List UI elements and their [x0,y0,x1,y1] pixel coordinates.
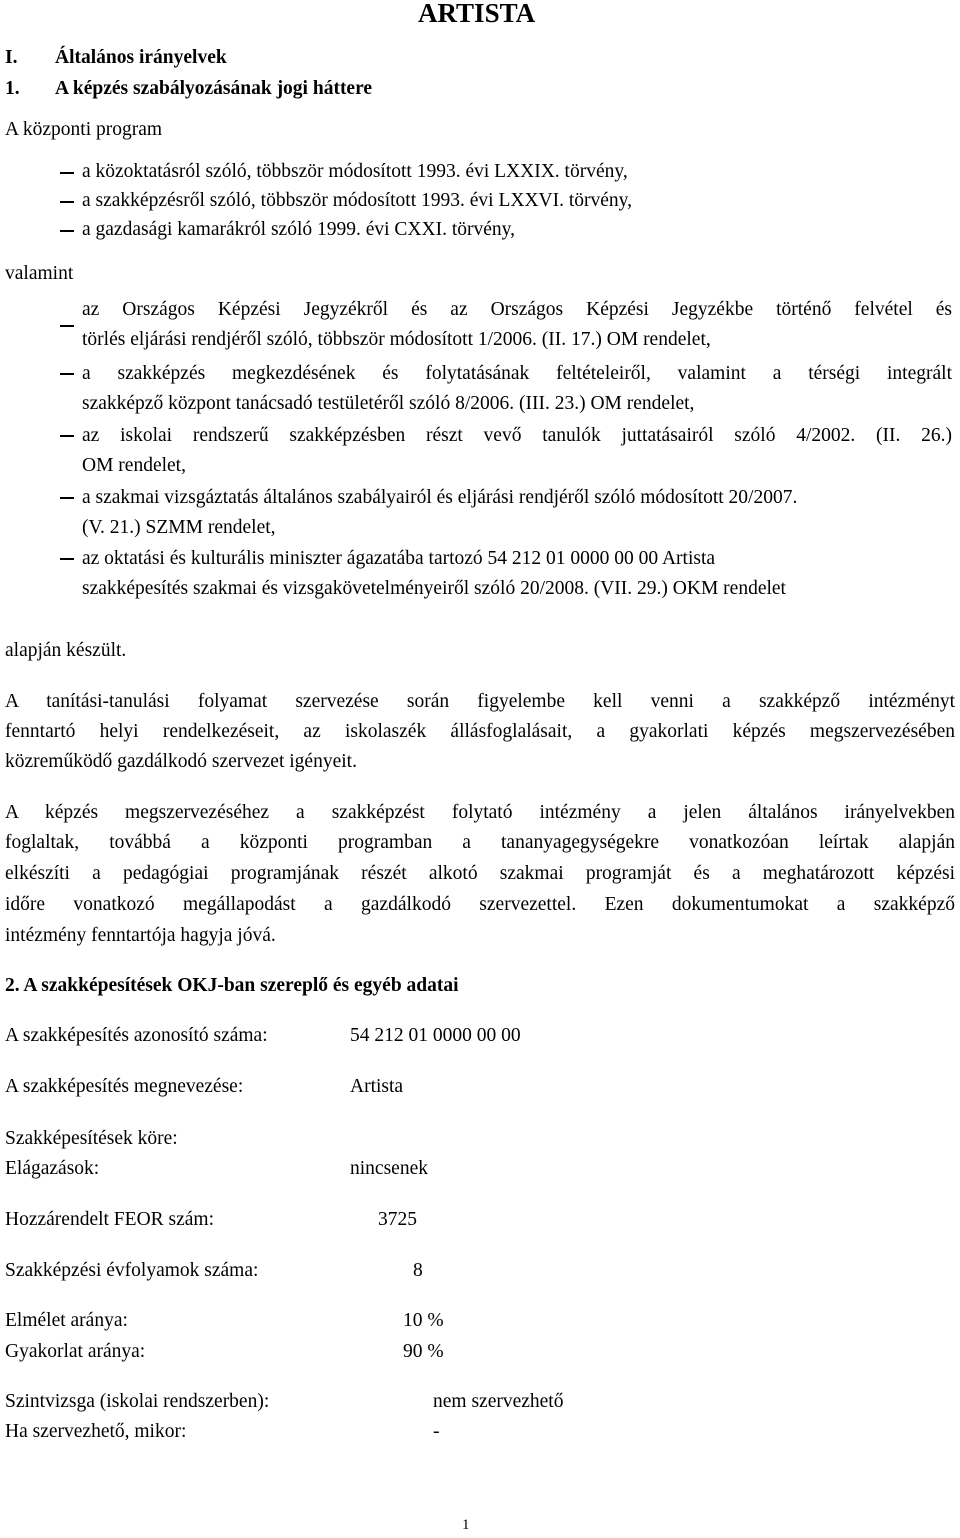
field-value-megnevezes: Artista [350,1076,404,1097]
decree-line: az oktatási és kulturális miniszter ágazatába tartozó 54 212 01 0000 00 00 Artista [82,548,716,569]
list-dash [60,497,74,499]
field-label-azonosito: A szakképesítés azonosító száma: [5,1025,268,1046]
section2-heading: 2. A szakképesítések OKJ-ban szereplő és egyéb adatai [5,975,459,996]
decree-line: a szakképzés megkezdésének és folytatásának feltételeiről, valamint a térségi integrált [82,364,952,384]
decree-line: szakképző központ tanácsadó testületéről szóló 8/2006. (III. 23.) OM rendelet, [82,393,695,414]
subsection-heading: A képzés szabályozásának jogi háttere [55,78,373,99]
field-value-feor: 3725 [378,1209,417,1230]
subsection-number: 1. [5,78,20,99]
list-dash [60,172,74,174]
decree-line: az Országos Képzési Jegyzékről és az Országos Képzési Jegyzékbe történő felvétel és [82,300,952,320]
field-value-elagazasok: nincsenek [350,1158,428,1179]
field-label-kore: Szakképesítések köre: [5,1128,178,1149]
field-value-szintvizsga: nem szervezhető [433,1391,564,1412]
field-label-elmelet: Elmélet aránya: [5,1310,128,1331]
list-dash [60,201,74,203]
paragraph-line: közreműködő gazdálkodó szervezet igényeit. [5,751,357,772]
paragraph-line: elkészíti a pedagógiai programjának részét alkotó szakmai programját és a meghatározott képzési [5,864,955,884]
field-value-azonosito: 54 212 01 0000 00 00 [350,1025,521,1046]
paragraph-line: A tanítási-tanulási folyamat szervezése során figyelembe kell venni a szakképző intézményt [5,692,955,712]
section-number: I. [5,47,18,68]
field-label-mikor: Ha szervezhető, mikor: [5,1421,187,1442]
field-value-evfolyamok: 8 [413,1260,423,1281]
list-dash [60,373,74,375]
decree-line: az iskolai rendszerű szakképzésben részt vevő tanulók juttatásairól szóló 4/2002. (II. 26.) [82,426,952,446]
list-dash [60,435,74,437]
field-label-feor: Hozzárendelt FEOR szám: [5,1209,215,1230]
decree-line: a szakmai vizsgáztatás általános szabályairól és eljárási rendjéről szóló módosított 20/2007. [82,487,798,508]
paragraph-line: fenntartó helyi rendelkezéseit, az iskolaszék állásfoglalásait, a gyakorlati képzés megszervezésében [5,722,955,742]
law-item: a szakképzésről szóló, többször módosított 1993. évi LXXVI. törvény, [82,190,633,211]
paragraph-line: A képzés megszervezéséhez a szakképzést folytató intézmény a jelen általános irányelvekben [5,803,955,823]
field-label-szintvizsga: Szintvizsga (iskolai rendszerben): [5,1391,270,1412]
intro-text: A központi program [5,119,163,140]
list-dash [60,230,74,232]
closing-text: alapján készült. [5,640,127,661]
decree-line: OM rendelet, [82,455,186,476]
decree-line: törlés eljárási rendjéről szóló, többször módosított 1/2006. (II. 17.) OM rendelet, [82,329,711,350]
law-item: a gazdasági kamarákról szóló 1999. évi CXXI. törvény, [82,219,516,240]
field-label-elagazasok: Elágazások: [5,1158,100,1179]
field-label-megnevezes: A szakképesítés megnevezése: [5,1076,244,1097]
law-item: a közoktatásról szóló, többször módosított 1993. évi LXXIX. törvény, [82,161,628,182]
field-label-gyakorlat: Gyakorlat aránya: [5,1341,146,1362]
paragraph-line: időre vonatkozó megállapodást a gazdálkodó szervezettel. Ezen dokumentumokat a szakképző [5,895,955,915]
decree-line: (V. 21.) SZMM rendelet, [82,517,276,538]
paragraph-line: intézmény fenntartója hagyja jóvá. [5,925,276,946]
field-label-evfolyamok: Szakképzési évfolyamok száma: [5,1260,259,1281]
section-heading: Általános irányelvek [55,47,227,68]
field-value-mikor: - [433,1421,440,1442]
field-value-elmelet: 10 % [403,1310,444,1331]
paragraph-line: foglaltak, továbbá a központi programban a tananyagegységekre vonatkozóan leírtak alapján [5,833,955,853]
connector-text: valamint [5,263,74,284]
list-dash [60,558,74,560]
field-value-gyakorlat: 90 % [403,1341,444,1362]
page-number: 1 [462,1517,470,1533]
decree-line: szakképesítés szakmai és vizsgakövetelményeiről szóló 20/2008. (VII. 29.) OKM rendelet [82,578,786,599]
document-title: ARTISTA [418,0,536,28]
list-dash [60,325,74,327]
